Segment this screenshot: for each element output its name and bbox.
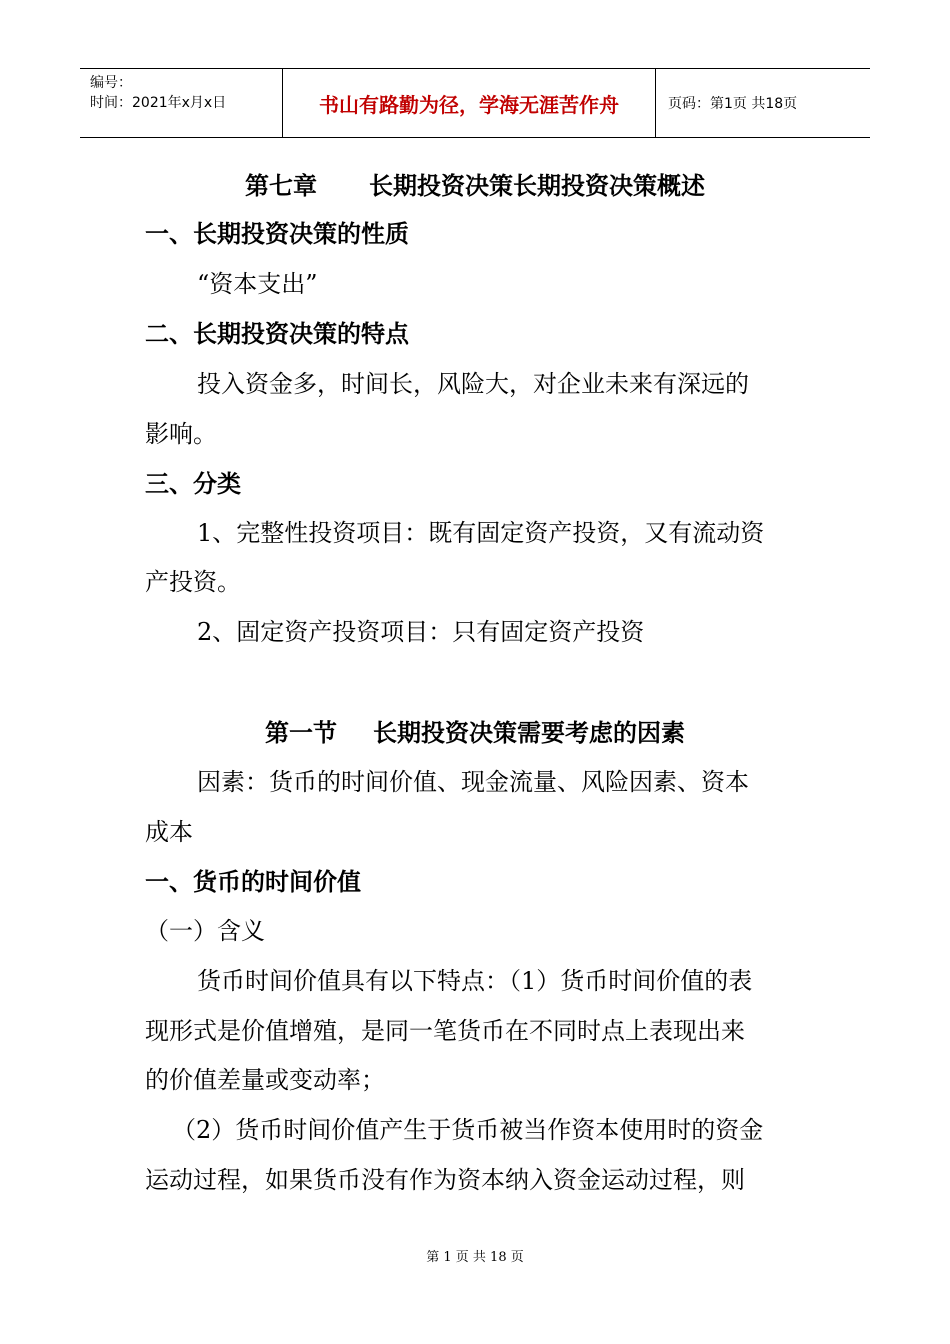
page-footer: 第 1 页 共 18 页 <box>426 1250 524 1265</box>
paragraph-complete-project-line1: 1、完整性投资项目：既有固定资产投资，又有流动资 <box>197 519 765 547</box>
header-motto-cell <box>282 69 656 137</box>
paragraph-features-line1: 货币时间价值具有以下特点：（1）货币时间价值的表 <box>197 967 753 995</box>
section-title <box>0 718 950 748</box>
paragraph-feature2-line1: （2）货币时间价值产生于货币被当作资本使用时的资金 <box>172 1116 764 1144</box>
chapter-title <box>0 171 950 201</box>
header-page-cell <box>656 69 870 137</box>
paragraph-factors-line1: 因素：货币的时间价值、现金流量、风险因素、资本 <box>197 768 749 796</box>
heading-nature: 一、长期投资决策的性质 <box>145 220 409 248</box>
section-number: 第一节 <box>265 719 337 747</box>
chapter-name: 长期投资决策长期投资决策概述 <box>369 172 705 200</box>
paragraph-complete-project-line2: 产投资。 <box>145 568 241 596</box>
time-label: 时间：2021年x月x日 <box>90 95 227 111</box>
chapter-number: 第七章 <box>245 172 317 200</box>
document-header-table <box>80 68 870 138</box>
paragraph-features-line2: 现形式是价值增殖，是同一笔货币在不同时点上表现出来 <box>145 1017 745 1045</box>
motto-text: 书山有路勤为径，学海无涯苦作舟 <box>319 92 619 117</box>
heading-classification: 三、分类 <box>145 470 241 498</box>
heading-time-value: 一、货币的时间价值 <box>145 868 361 896</box>
paragraph-feature2-line2: 运动过程，如果货币没有作为资本纳入资金运动过程，则 <box>145 1166 745 1194</box>
paragraph-characteristics-line2: 影响。 <box>145 420 217 448</box>
page-info: 页码：第1页 共18页 <box>668 96 798 112</box>
paragraph-fixed-asset-project: 2、固定资产投资项目：只有固定资产投资 <box>197 618 645 646</box>
heading-characteristics: 二、长期投资决策的特点 <box>145 320 409 348</box>
section-name: 长期投资决策需要考虑的因素 <box>373 719 685 747</box>
paragraph-characteristics-line1: 投入资金多，时间长，风险大，对企业未来有深远的 <box>197 370 749 398</box>
paragraph-factors-line2: 成本 <box>145 818 193 846</box>
subheading-meaning: （一）含义 <box>145 917 265 945</box>
paragraph-features-line3: 的价值差量或变动率； <box>145 1066 385 1094</box>
number-label: 编号： <box>90 75 132 91</box>
paragraph-capital-expenditure: “资本支出” <box>197 270 318 298</box>
header-meta-cell <box>80 69 282 137</box>
